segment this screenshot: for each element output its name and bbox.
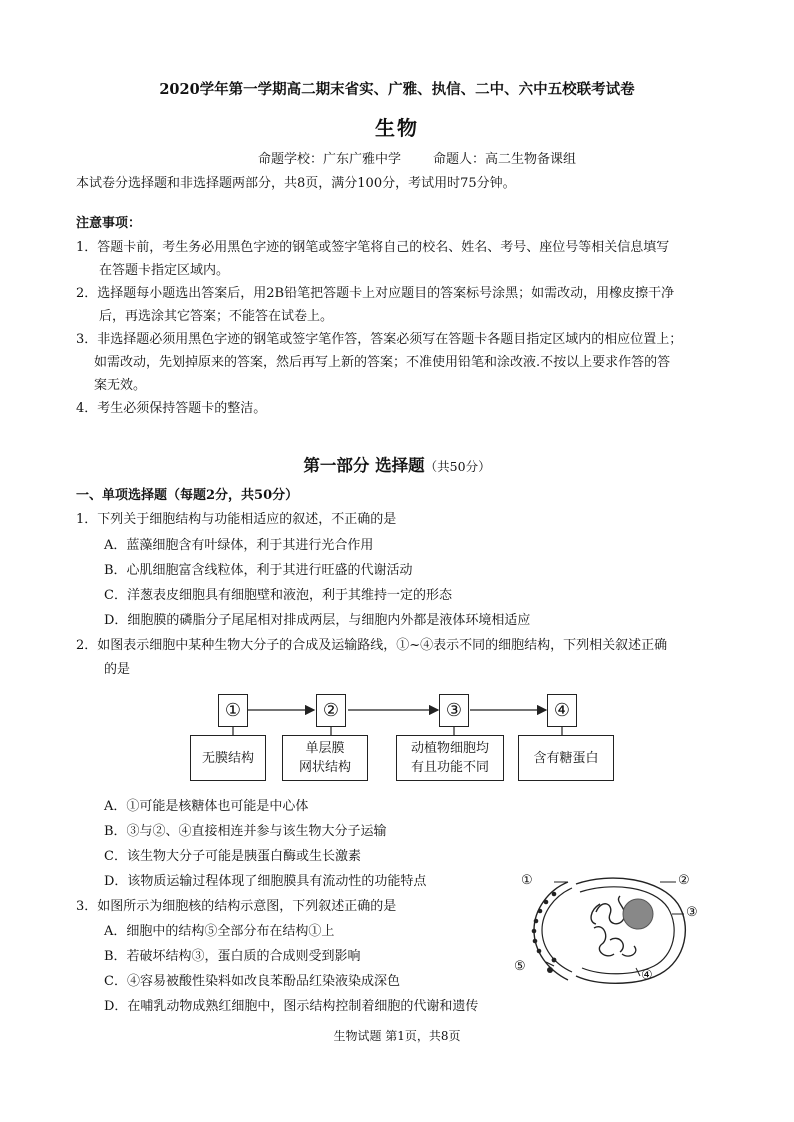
intro-text: 本试卷分选择题和非选择题两部分，共8页，满分100分，考试用时75分钟。 bbox=[76, 176, 516, 191]
q2-stem-cont: 的是 bbox=[104, 662, 131, 677]
label-2: ② bbox=[678, 873, 690, 888]
chromatin bbox=[591, 896, 625, 956]
diagram-node-1: ① bbox=[218, 694, 248, 727]
diagram-desc-3 bbox=[396, 735, 504, 781]
diagram-desc-2-line2: 网状结构 bbox=[298, 760, 351, 775]
q1-stem: 1．下列关于细胞结构与功能相适应的叙述，不正确的是 bbox=[76, 512, 397, 527]
diagram-desc-4: 含有糖蛋白 bbox=[518, 735, 614, 781]
q1-option-a: A．蓝藻细胞含有叶绿体，利于其进行光合作用 bbox=[104, 538, 374, 553]
part1-score: （共50分） bbox=[424, 459, 491, 474]
notice-item-3-cont: 如需改动，先划掉原来的答案，然后再写上新的答案；不准使用铅笔和涂改液.不按以上要求作答的答 bbox=[94, 355, 671, 370]
diagram-desc-1: 无膜结构 bbox=[190, 735, 266, 781]
notice-item-2-cont: 后，再选涂其它答案；不能答在试卷上。 bbox=[99, 309, 334, 324]
notice-item-4: 4．考生必须保持答题卡的整洁。 bbox=[76, 401, 267, 416]
diagram-node-4: ④ bbox=[547, 694, 577, 727]
subject-title: 生物 bbox=[375, 116, 419, 140]
q1-option-c: C．洋葱表皮细胞具有细胞壁和液泡，利于其维持一定的形态 bbox=[104, 588, 452, 603]
notice-item-1-cont: 在答题卡指定区域内。 bbox=[99, 263, 230, 278]
part1-title bbox=[0, 452, 794, 476]
notice-heading: 注意事项： bbox=[76, 216, 142, 231]
diagram-desc-2-line1: 单层膜 bbox=[305, 741, 345, 756]
page-footer: 生物试题 第1页，共8页 bbox=[333, 1029, 461, 1043]
diagram-desc-3-line2: 有且功能不同 bbox=[410, 760, 489, 775]
author-text: 命题人：高二生物备课组 bbox=[433, 152, 577, 167]
diagram-node-3: ③ bbox=[439, 694, 469, 727]
notice-item-1: 1．答题卡前，考生务必用黑色字迹的钢笔或签字笔将自己的校名、姓名、考号、座位号等相关信息填写 bbox=[76, 240, 670, 255]
diagram-node-2: ② bbox=[316, 694, 346, 727]
nuclear-envelope-inner bbox=[580, 887, 674, 974]
exam-title: 2020学年第一学期高二期末省实、广雅、执信、二中、六中五校联考试卷 bbox=[159, 81, 635, 98]
nucleolus bbox=[623, 899, 653, 929]
nuclear-envelope bbox=[576, 878, 685, 983]
q2-stem: 2．如图表示细胞中某种生物大分子的合成及运输路线，①~④表示不同的细胞结构，下列相关叙述正确 bbox=[76, 638, 668, 653]
q2-option-c: C．该生物大分子可能是胰蛋白酶或生长激素 bbox=[104, 849, 361, 864]
label-4: ④ bbox=[641, 968, 653, 983]
q1-option-b: B．心肌细胞富含线粒体，利于其进行旺盛的代谢活动 bbox=[104, 563, 413, 578]
q3-option-a: A．细胞中的结构⑤全部分布在结构①上 bbox=[104, 924, 335, 939]
label-3: ③ bbox=[686, 905, 698, 920]
diagram-desc-3-line1: 动植物细胞均 bbox=[410, 741, 489, 756]
q2-option-b: B．③与②、④直接相连并参与该生物大分子运输 bbox=[104, 824, 387, 839]
q3-option-c: C．④容易被酸性染料如改良苯酚品红染液染成深色 bbox=[104, 974, 400, 989]
label-1: ① bbox=[521, 873, 533, 888]
section-heading: 一、单项选择题（每题2分，共50分） bbox=[76, 488, 299, 503]
school-text: 命题学校：广东广雅中学 bbox=[258, 152, 402, 167]
label-5: ⑤ bbox=[514, 959, 526, 974]
part1-title-text: 第一部分 选择题 bbox=[303, 456, 425, 475]
notice-item-3: 3．非选择题必须用黑色字迹的钢笔或签字笔作答，答案必须写在答题卡各题目指定区域内的相应位置上； bbox=[76, 332, 683, 347]
author-line bbox=[258, 148, 576, 167]
q1-option-d: D．细胞膜的磷脂分子尾尾相对排成两层，与细胞内外都是液体环境相适应 bbox=[104, 613, 531, 628]
q3-option-d: D．在哺乳动物成熟红细胞中，图示结构控制着细胞的代谢和遗传 bbox=[104, 999, 479, 1014]
q2-option-a: A．①可能是核糖体也可能是中心体 bbox=[104, 799, 309, 814]
q3-option-b: B．若破坏结构③，蛋白质的合成则受到影响 bbox=[104, 949, 361, 964]
q2-option-d: D．该物质运输过程体现了细胞膜具有流动性的功能特点 bbox=[104, 874, 427, 889]
diagram-desc-2 bbox=[282, 735, 368, 781]
q3-stem: 3．如图所示为细胞核的结构示意图，下列叙述正确的是 bbox=[76, 899, 397, 914]
chromatin-2 bbox=[622, 946, 636, 956]
notice-item-2: 2．选择题每小题选出答案后，用2B铅笔把答题卡上对应题目的答案标号涂黑；如需改动，用橡皮擦干净 bbox=[76, 286, 675, 301]
outer-membrane bbox=[534, 882, 568, 980]
notice-item-3-cont2: 案无效。 bbox=[94, 378, 147, 393]
